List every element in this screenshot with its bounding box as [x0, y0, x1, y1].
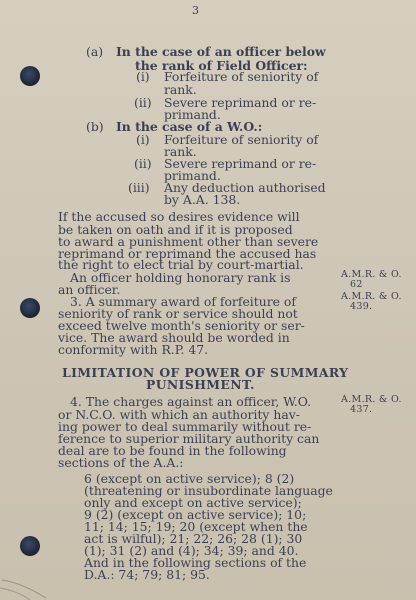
text-line: be taken on oath and if it is proposed [58, 222, 293, 237]
text-line: 9 (2) (except on active service); 10; [84, 507, 307, 522]
punch-hole [20, 298, 40, 318]
section-heading: PUNISHMENT. [146, 377, 255, 392]
margin-reference: A.M.R. & O. [341, 394, 402, 405]
text-line: primand. [164, 107, 221, 122]
subitem-number: (iii) [128, 180, 150, 195]
text-line: sections of the A.A.: [58, 455, 184, 470]
text-line: An officer holding honorary rank is [70, 270, 291, 285]
subitem-number: (ii) [134, 156, 152, 171]
text-line: Forfeiture of seniority of [164, 69, 319, 84]
text-line: the right to elect trial by court-martial. [58, 257, 304, 272]
text-line: 4. The charges against an officer, W.O. [70, 394, 312, 409]
text-line: Severe reprimand or re- [164, 156, 317, 171]
text-line: Forfeiture of seniority of [164, 132, 319, 147]
text-line: Severe reprimand or re- [164, 95, 317, 110]
punch-hole [20, 66, 40, 86]
text-line: conformity with R.P. 47. [58, 342, 209, 357]
margin-reference: A.M.R. & O. [341, 269, 402, 280]
text-line: (1); 31 (2) and (4); 34; 39; and 40. [84, 543, 299, 558]
margin-reference: A.M.R. & O. [341, 291, 402, 302]
text-line: act is wilful); 21; 22; 26; 28 (1); 30 [84, 531, 303, 546]
text-line: And in the following sections of the [84, 555, 307, 570]
text-line: primand. [164, 168, 221, 183]
item-a-heading: In the case of an officer below [116, 44, 326, 59]
margin-reference: 439. [350, 301, 373, 312]
text-line: seniority of rank or service should not [58, 306, 298, 321]
text-line: ing power to deal summarily without re- [58, 419, 312, 434]
text-line: rank. [164, 82, 197, 97]
text-line: 3. A summary award of forfeiture of [70, 294, 296, 309]
item-a-heading: the rank of Field Officer: [135, 58, 308, 73]
item-label-a: (a) [86, 44, 104, 59]
text-line: or N.C.O. with which an authority hav- [58, 407, 300, 422]
text-line: reprimand or reprimand the accused has [58, 246, 317, 261]
text-line: only and except on active service); [84, 495, 302, 510]
item-b-heading: In the case of a W.O.: [116, 119, 263, 134]
text-line: 11; 14; 15; 19; 20 (except when the [84, 519, 308, 534]
text-line: deal are to be found in the following [58, 443, 287, 458]
margin-reference: 62 [350, 279, 363, 290]
text-line: If the accused so desires evidence will [58, 209, 300, 224]
subitem-number: (i) [136, 132, 150, 147]
text-line: ference to superior military authority can [58, 431, 320, 446]
margin-reference: 437. [350, 404, 373, 415]
text-line: vice. The award should be worded in [58, 330, 290, 345]
pencil-scratch-mark [0, 574, 60, 600]
text-line: rank. [164, 144, 197, 159]
item-label-b: (b) [86, 119, 104, 134]
text-line: 6 (except on active service); 8 (2) [84, 471, 295, 486]
page-number: 3 [192, 4, 200, 17]
text-line: D.A.: 74; 79; 81; 95. [84, 567, 210, 582]
subitem-number: (ii) [134, 95, 152, 110]
text-line: by A.A. 138. [164, 192, 241, 207]
section-heading: LIMITATION OF POWER OF SUMMARY [62, 365, 349, 380]
text-line: an officer. [58, 282, 121, 297]
text-line: (threatening or insubordinate language [84, 483, 333, 498]
text-line: exceed twelve month's seniority or ser- [58, 318, 305, 333]
text-line: Any deduction authorised [164, 180, 326, 195]
text-line: to award a punishment other than severe [58, 234, 319, 249]
subitem-number: (i) [136, 69, 150, 84]
punch-hole [20, 536, 40, 556]
